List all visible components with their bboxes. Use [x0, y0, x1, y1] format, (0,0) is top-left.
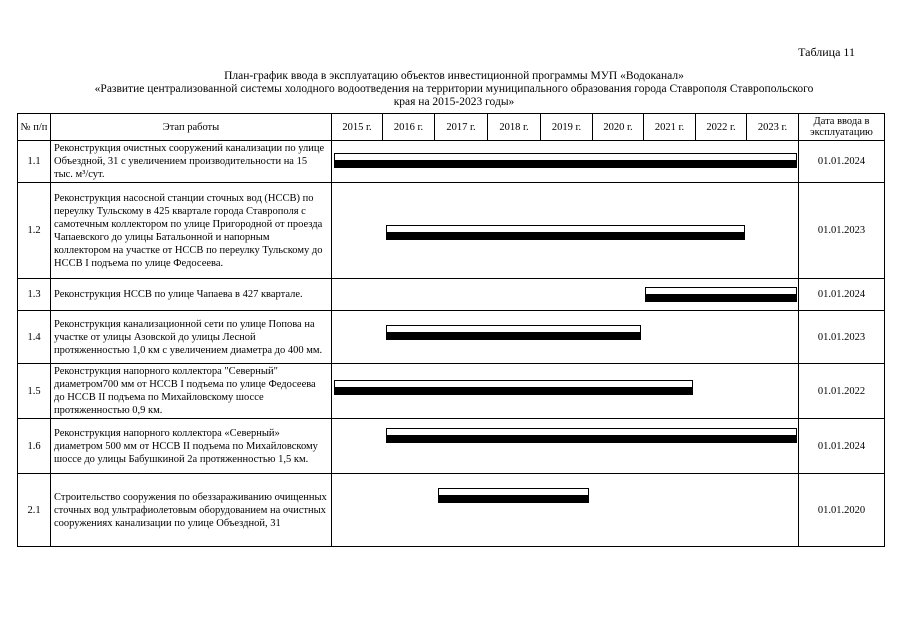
- row-date: 01.01.2024: [799, 419, 885, 474]
- row-stage: Реконструкция очистных сооружений канализации по улице Объездной, 31 с увеличением производительности на 15 тыс. м³/сут.: [51, 141, 332, 183]
- gantt-bar: [334, 380, 693, 395]
- table-row: [18, 364, 885, 419]
- row-date: 01.01.2024: [799, 141, 885, 183]
- header-date: Дата ввода в эксплуатацию: [799, 114, 885, 141]
- gantt-cell: [332, 311, 799, 364]
- title-line-3: края на 2015-2023 годы»: [393, 96, 515, 108]
- row-stage: Реконструкция напорного коллектора "Северный" диаметром700 мм от НССВ I подъема по улице Федосеева до НССВ II подъема по Михайловскому шоссе протяженностью 0,9 км.: [51, 364, 332, 419]
- header-num: № п/п: [18, 114, 51, 141]
- row-num: 2.1: [18, 474, 51, 547]
- gantt-bar: [386, 325, 641, 340]
- row-num: 1.2: [18, 183, 51, 279]
- table-row: [18, 141, 885, 183]
- header-year-2019: 2019 г.: [541, 114, 593, 141]
- row-num: 1.3: [18, 279, 51, 311]
- row-num: 1.1: [18, 141, 51, 183]
- row-num: 1.4: [18, 311, 51, 364]
- title-line-1: План-график ввода в эксплуатацию объектов инвестиционной программы МУП «Водоканал»: [224, 70, 684, 82]
- gantt-cell: [332, 279, 799, 311]
- header-stage: Этап работы: [51, 114, 332, 141]
- header-row: [18, 114, 885, 141]
- header-year-2018: 2018 г.: [488, 114, 541, 141]
- row-num: 1.5: [18, 364, 51, 419]
- row-stage: Реконструкция напорного коллектора «Северный» диаметром 500 мм от НССВ II подъема по Михайловскому шоссе до улицы Бабушкиной 2а протяженностью 1,5 км.: [51, 419, 332, 474]
- header-year-2021: 2021 г.: [644, 114, 696, 141]
- row-stage: Строительство сооружения по обеззараживанию очищенных сточных вод ультрафиолетовым оборудованием на очистных сооружениях канализации по улице Объездной, 31: [51, 474, 332, 547]
- gantt-bar: [334, 153, 797, 168]
- gantt-bar: [386, 225, 745, 240]
- table-row: [18, 419, 885, 474]
- row-stage: Реконструкция насосной станции сточных вод (НССВ) по переулку Тульскому в 425 квартале города Ставрополя с самотечным коллектором по улице Пригородной от проезда Чапаевского до улицы Батальонной и напорным коллектором на участке от НССВ по переулку Тульскому до НССВ I подъема по улице Федосеева.: [51, 183, 332, 279]
- header-year-2017: 2017 г.: [435, 114, 488, 141]
- gantt-bar: [386, 428, 797, 443]
- gantt-cell: [332, 364, 799, 419]
- table-row: [18, 474, 885, 547]
- row-date: 01.01.2020: [799, 474, 885, 547]
- table-row: [18, 279, 885, 311]
- header-year-2020: 2020 г.: [593, 114, 644, 141]
- gantt-cell: [332, 183, 799, 279]
- title-line-2: «Развитие централизованной системы холодного водоотведения на территории муниципального образования города Ставрополя Ставропольского: [94, 83, 814, 95]
- schedule-table: [17, 113, 885, 547]
- row-stage: Реконструкция НССВ по улице Чапаева в 427 квартале.: [51, 279, 332, 311]
- gantt-cell: [332, 141, 799, 183]
- document-title: [20, 70, 888, 109]
- header-year-2023: 2023 г.: [747, 114, 799, 141]
- gantt-bar: [645, 287, 797, 302]
- row-date: 01.01.2022: [799, 364, 885, 419]
- row-num: 1.6: [18, 419, 51, 474]
- row-date: 01.01.2023: [799, 183, 885, 279]
- row-date: 01.01.2024: [799, 279, 885, 311]
- gantt-bar: [438, 488, 590, 503]
- gantt-cell: [332, 419, 799, 474]
- gantt-cell: [332, 474, 799, 547]
- table-number-label: Таблица 11: [798, 45, 855, 59]
- header-year-2015: 2015 г.: [332, 114, 383, 141]
- table-row: [18, 183, 885, 279]
- table-row: [18, 311, 885, 364]
- row-date: 01.01.2023: [799, 311, 885, 364]
- header-year-2022: 2022 г.: [696, 114, 747, 141]
- header-year-2016: 2016 г.: [383, 114, 435, 141]
- row-stage: Реконструкция канализационной сети по улице Попова на участке от улицы Азовской до улицы Лесной протяженностью 1,0 км с увеличением диаметра до 400 мм.: [51, 311, 332, 364]
